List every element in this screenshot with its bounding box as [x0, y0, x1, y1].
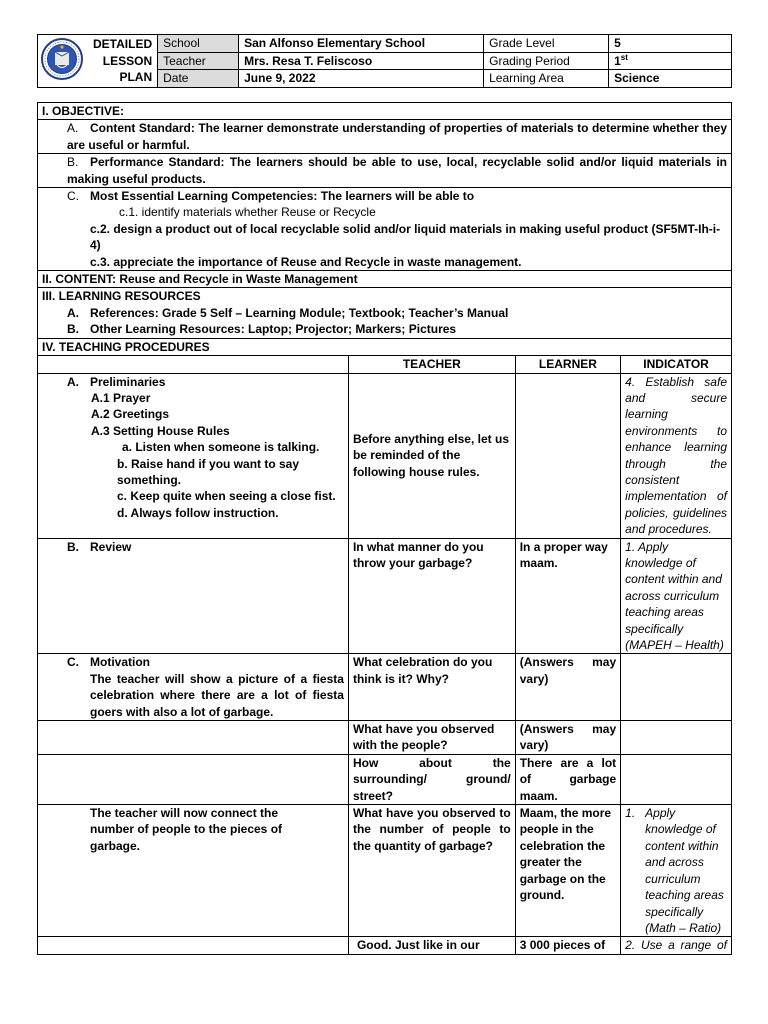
review-cell: B. Review	[38, 538, 349, 654]
review-learner: In a proper way maam.	[515, 538, 620, 654]
content-standard: A. Content Standard: The learner demonstrate understanding of properties of materials to determine whether they are useful or harmful.	[38, 120, 732, 154]
teaching-procedures-heading: IV. TEACHING PROCEDURES	[38, 338, 732, 355]
last-indicator: 2. Use a range of	[621, 937, 732, 954]
grading-period-value: 1st	[609, 52, 732, 70]
preliminaries-indicator: 4. Establish safe and secure learning environments to enhance learning through the consistent implementation of policies, guidelines and procedures.	[621, 373, 732, 538]
table-row	[38, 805, 732, 937]
competency-c2: c.2. design a product out of local recyclable solid and/or liquid materials in making useful product (SF5MT-Ih-i-4)	[90, 221, 721, 253]
table-row	[38, 373, 732, 538]
connect-learner: Maam, the more people in the celebration the greater the garbage on the ground.	[515, 805, 620, 937]
grade-level-label: Grade Level	[484, 35, 609, 53]
last-learner: 3 000 pieces of	[515, 937, 620, 954]
school-value: San Alfonso Elementary School	[239, 35, 484, 53]
connect-indicator: 1. Apply knowledge of content within and across curriculum teaching areas specifically (Math – Ratio)	[621, 805, 732, 937]
header-table	[37, 34, 732, 88]
date-value: June 9, 2022	[239, 70, 484, 88]
content-row: II. CONTENT: Reuse and Recycle in Waste Management	[38, 271, 732, 288]
observe-teacher: What have you observed with the people?	[348, 721, 515, 755]
connect-teacher: What have you observed to the number of people to the quantity of garbage?	[348, 805, 515, 937]
surrounding-teacher: How about the surrounding/ ground/ street?	[348, 754, 515, 804]
surrounding-learner: There are a lot of garbage maam.	[515, 754, 620, 804]
review-indicator: 1. Apply knowledge of content within and across curriculum teaching areas specifically (MAPEH – Health)	[621, 538, 732, 654]
motivation-learner: (Answers may vary)	[515, 654, 620, 721]
performance-standard: B. Performance Standard: The learners should be able to use, local, recyclable solid and/or liquid materials in making useful products.	[38, 154, 732, 188]
last-teacher: Good. Just like in our	[348, 937, 515, 954]
deped-seal-icon	[40, 36, 84, 82]
preliminaries-teacher: Before anything else, let us be reminded of the following house rules.	[348, 373, 515, 538]
competency-c1: c.1. identify materials whether Reuse or Recycle	[119, 205, 376, 220]
review-teacher: In what manner do you throw your garbage?	[348, 538, 515, 654]
teacher-value: Mrs. Resa T. Feliscoso	[239, 52, 484, 70]
column-header-learner: LEARNER	[515, 356, 620, 373]
table-row	[38, 538, 732, 654]
learning-competencies: C. Most Essential Learning Competencies: The learners will be able to c.1. identify materials whether Reuse or Recycle c.2. design a product out of local recyclable solid and/or liquid materials in making useful product (SF5MT-Ih-i-4) c.3. appreciate the importance of Reuse and Recycle in waste management.	[38, 188, 732, 271]
motivation-teacher: What celebration do you think is it? Why?	[348, 654, 515, 721]
competency-c3: c.3. appreciate the importance of Reuse and Recycle in waste management.	[90, 254, 522, 269]
references: A. References: Grade 5 Self – Learning Module; Textbook; Teacher’s Manual	[67, 305, 509, 320]
date-label: Date	[158, 70, 239, 88]
other-resources: B. Other Learning Resources: Laptop; Projector; Markers; Pictures	[67, 322, 457, 337]
connect-cell: The teacher will now connect the number of people to the pieces of garbage.	[38, 805, 349, 937]
column-header-teacher: TEACHER	[348, 356, 515, 373]
lesson-plan-table	[37, 102, 732, 955]
motivation-cell: C. Motivation The teacher will show a picture of a fiesta celebration where there are a lot of fiesta goers with also a lot of garbage.	[38, 654, 349, 721]
deped-seal	[38, 35, 89, 88]
preliminaries-cell: A. Preliminaries A.1 Prayer A.2 Greetings A.3 Setting House Rules a. Listen when someone is talking. b. Raise hand if you want to say something. c. Keep quite when seeing a close fist. d. Always follow instruction.	[38, 373, 349, 538]
school-label: School	[158, 35, 239, 53]
table-row	[38, 654, 732, 721]
column-header-indicator: INDICATOR	[621, 356, 732, 373]
grading-period-label: Grading Period	[484, 52, 609, 70]
grade-level-value: 5	[609, 35, 732, 53]
table-row	[38, 721, 732, 755]
document-title: DETAILED LESSON PLAN	[88, 35, 158, 88]
observe-learner: (Answers may vary)	[515, 721, 620, 755]
table-row	[38, 754, 732, 804]
table-row	[38, 937, 732, 954]
learning-resources: III. LEARNING RESOURCES A. References: Grade 5 Self – Learning Module; Textbook; Teacher’s Manual B. Other Learning Resources: Laptop; Projector; Markers; Pictures	[38, 288, 732, 338]
learning-area-value: Science	[609, 70, 732, 88]
objective-heading: I. OBJECTIVE:	[38, 103, 732, 120]
teacher-label: Teacher	[158, 52, 239, 70]
learning-area-label: Learning Area	[484, 70, 609, 88]
